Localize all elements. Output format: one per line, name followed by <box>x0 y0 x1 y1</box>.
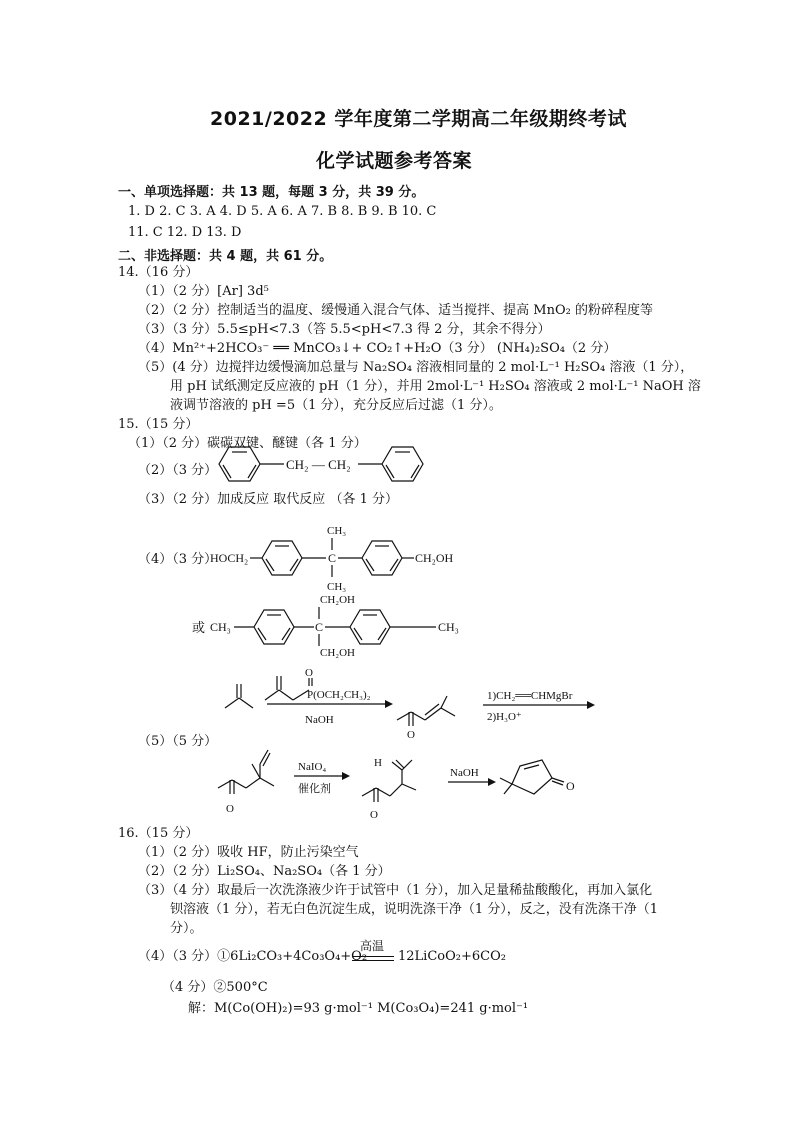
synthesis-row1 <box>215 660 595 740</box>
q16-part4-lead: （4）（3 分）①6Li₂CO₃+4Co₃O₄+O₂ <box>138 949 368 964</box>
q14-part5-line3: 液调节溶液的 pH =5（1 分），充分反应后过滤（1 分）。 <box>170 398 502 413</box>
q16-part1: （1）（2 分）吸收 HF，防止污染空气 <box>138 845 359 860</box>
q16-solution: 解：M(Co(OH)₂)=93 g·mol⁻¹ M(Co₃O₄)=241 g·mol⁻¹ <box>188 1001 529 1016</box>
page-title: 2021/2022 学年度第二学期高二年级期终考试 <box>210 108 627 130</box>
answers-row2: 11. C 12. D 13. D <box>128 225 242 240</box>
q16-heading: 16.（15 分） <box>118 826 199 841</box>
svg-text:P(OCH₂CH₃)₂: P(OCH₂CH₃)₂ <box>307 689 371 701</box>
q16-part2: （2）（2 分）Li₂SO₄、Na₂SO₄（各 1 分） <box>138 864 391 879</box>
svg-text:CH₂OH: CH₂OH <box>320 647 356 659</box>
svg-text:O: O <box>226 803 234 815</box>
q16-part3-line3: 分）。 <box>170 921 203 936</box>
q14-part4: （4）Mn²⁺+2HCO₃⁻ ══ MnCO₃↓+ CO₂↑+H₂O（3 分） (NH₄)₂SO₄（2 分） <box>138 341 617 356</box>
svg-text:H: H <box>374 757 382 769</box>
answers-row1: 1. D 2. C 3. A 4. D 5. A 6. A 7. B 8. B 9. B 10. C <box>128 204 437 219</box>
q14-part2: （2）（2 分）控制适当的温度、缓慢通入混合气体、适当搅拌、提高 MnO₂ 的粉碎程度等 <box>138 303 653 318</box>
svg-text:C: C <box>315 620 324 634</box>
q15-part4: （4）（3 分） <box>138 552 218 567</box>
q15-or: 或 <box>192 621 206 636</box>
synthesis-row2 <box>212 738 592 818</box>
q15-part2: （2）（3 分） <box>138 463 218 478</box>
svg-text:NaOH: NaOH <box>305 714 334 726</box>
structure-4b <box>210 590 470 665</box>
svg-text:CH₃: CH₃ <box>438 620 459 634</box>
q14-part5: （5）(4 分）边搅拌边缓慢滴加总量与 Na₂SO₄ 溶液相同量的 2 mol·L⁻¹ H₂SO₄ 溶液（1 分）， <box>138 360 694 375</box>
q15-part3: （3）（2 分）加成反应 取代反应 （各 1 分） <box>138 492 398 507</box>
q16-part4-equal-sign <box>352 956 394 961</box>
structure-4a <box>210 520 470 595</box>
svg-text:2)H₃O⁺: 2)H₃O⁺ <box>487 711 522 723</box>
svg-text:O: O <box>407 729 415 740</box>
section1-heading: 一、单项选择题：共 13 题，每题 3 分，共 39 分。 <box>118 185 425 200</box>
q16-part4-tail: 12LiCoO₂+6CO₂ <box>398 949 506 964</box>
q16-part5: （4 分）②500°C <box>162 980 268 995</box>
q15-heading: 15.（15 分） <box>118 417 199 432</box>
svg-text:CH₃: CH₃ <box>327 525 347 537</box>
svg-text:CH₂OH: CH₂OH <box>320 594 356 606</box>
page-subtitle: 化学试题参考答案 <box>316 150 473 172</box>
svg-text:NaOH: NaOH <box>450 767 479 779</box>
q16-part3-line2: 钡溶液（1 分），若无白色沉淀生成，说明洗涤干净（1 分），反之，没有洗涤干净（1 <box>170 902 659 917</box>
q15-part5: （5）（5 分） <box>138 734 218 749</box>
svg-text:催化剂: 催化剂 <box>298 783 331 795</box>
svg-text:CH₂OH: CH₂OH <box>415 551 454 565</box>
svg-text:O: O <box>566 779 575 793</box>
bibenzyl-structure <box>210 440 435 490</box>
q14-part1: （1）（2 分）[Ar] 3d⁵ <box>138 284 269 299</box>
svg-text:CH₃: CH₃ <box>327 581 347 593</box>
q14-part5-line2: 用 pH 试纸测定反应液的 pH（1 分），并用 2mol·L⁻¹ H₂SO₄ 溶液或 2 mol·L⁻¹ NaOH 溶 <box>170 379 701 394</box>
q15-part1: （1）（2 分）碳碳双键、醚键（各 1 分） <box>128 436 367 451</box>
svg-text:O: O <box>370 809 378 818</box>
q14-heading: 14.（16 分） <box>118 265 199 280</box>
q16-part3: （3）（4 分）取最后一次洗涤液少许于试管中（1 分），加入足量稀盐酸酸化，再加入氯化 <box>138 883 653 898</box>
svg-text:HOCH₂: HOCH₂ <box>210 551 249 565</box>
svg-text:O: O <box>305 667 313 679</box>
q14-part3: （3）（3 分）5.5≤pH<7.3（答 5.5<pH<7.3 得 2 分，其余不得分） <box>138 322 551 337</box>
q16-part4-condition: 高温 <box>360 939 385 953</box>
bibenzyl-formula: CH₂ — CH₂ <box>286 457 351 472</box>
svg-text:1)CH₂══CHMgBr: 1)CH₂══CHMgBr <box>487 690 573 702</box>
svg-text:C: C <box>328 551 337 565</box>
svg-text:CH₃: CH₃ <box>210 620 231 634</box>
section2-heading: 二、非选择题：共 4 题，共 61 分。 <box>118 249 333 264</box>
svg-text:NaIO₄: NaIO₄ <box>298 761 327 773</box>
